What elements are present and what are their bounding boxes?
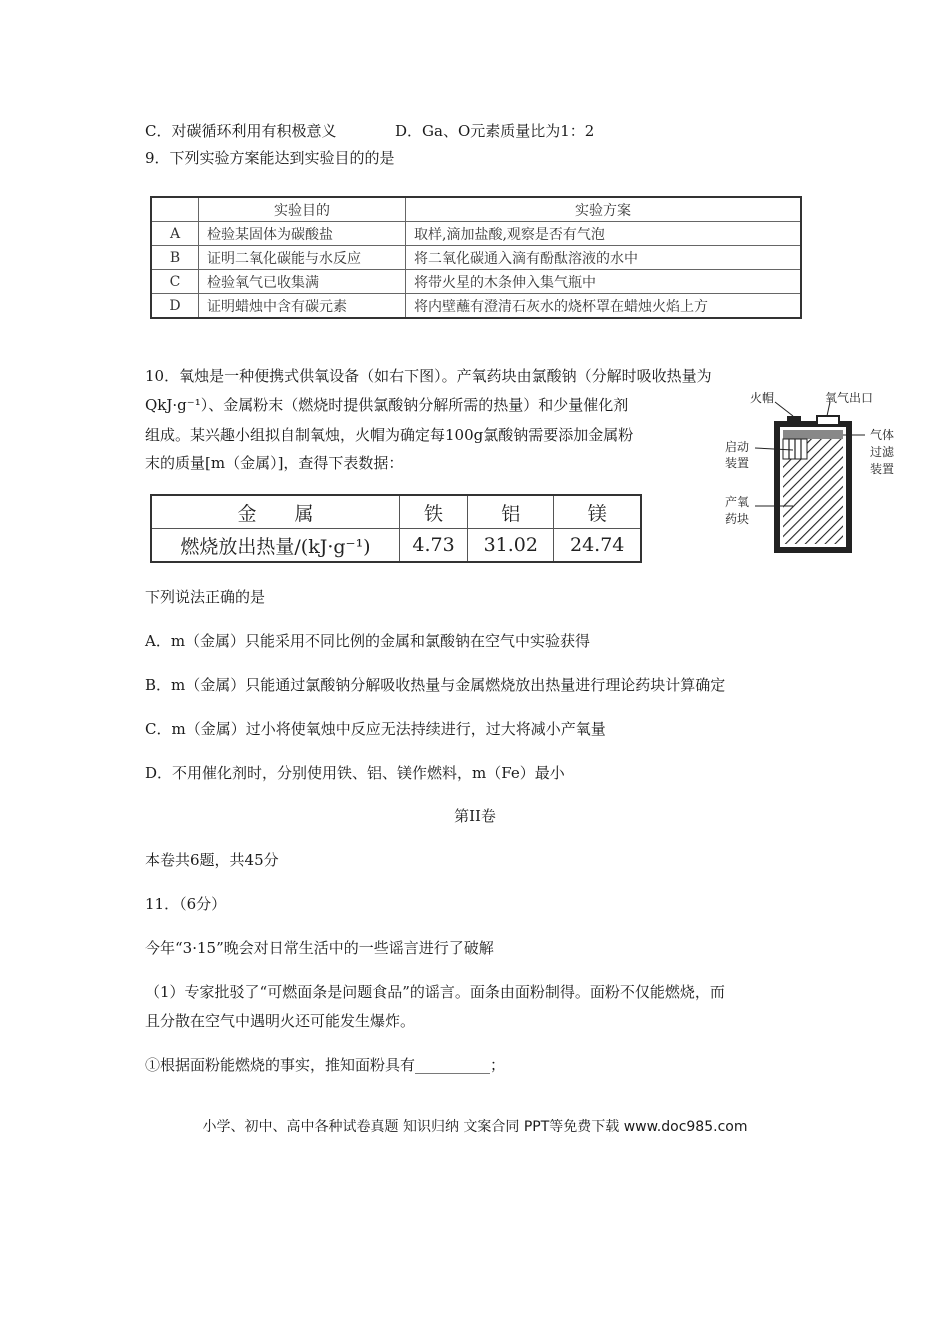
heat-mg: 24.74 [554,529,641,563]
row-plan: 取样,滴加盐酸,观察是否有气泡 [406,222,802,246]
q10-line2: QkJ·g⁻¹）、金属粉末（燃烧时提供氯酸钠分解所需的热量）和少量催化剂 [145,396,629,414]
q11-intro: 今年“3·15”晚会对日常生活中的一些谣言进行了破解 [145,939,494,957]
q10-option-d: D．不用催化剂时，分别使用铁、铝、镁作燃料，m（Fe）最小 [145,764,565,782]
metal-mg: 镁 [554,495,641,529]
q9-stem: 9．下列实验方案能达到实验目的的是 [145,149,395,167]
q10-metal-table [150,494,642,563]
q8-option-c: C．对碳循环利用有积极意义 [145,122,337,140]
row-goal: 证明二氧化碳能与水反应 [199,246,406,270]
row-goal: 证明蜡烛中含有碳元素 [199,294,406,319]
q10-line4: 末的质量[m（金属）]，查得下表数据： [145,454,404,472]
label-start-1: 启动 [725,440,750,454]
q11-p1b: 且分散在空气中遇明火还可能发生爆炸。 [145,1012,416,1030]
label-outlet: 氧气出口 [825,391,874,405]
q8-option-d: D．Ga、O元素质量比为1：2 [395,122,595,140]
table-row [151,495,641,529]
metal-al: 铝 [468,495,554,529]
heat-header: 燃烧放出热量/(kJ·g⁻¹) [151,529,400,563]
q10-line1: 10．氧烛是一种便携式供氧设备（如右下图）。产氧药块由氯酸钠（分解时吸收热量为 [145,367,712,385]
table-row [151,529,641,563]
q11-head: 11．（6分） [145,895,227,913]
row-plan: 将带火星的木条伸入集气瓶中 [406,270,802,294]
label-filter-2: 过滤 [870,445,895,459]
table-row [151,246,801,270]
footer-text: 小学、初中、高中各种试卷真题 知识归纳 文案合同 PPT等免费下载 www.doc985.com [202,1119,748,1135]
label-block-1: 产氧 [725,495,750,509]
heat-fe: 4.73 [400,529,468,563]
q10-option-c: C．m（金属）过小将使氧烛中反应无法持续进行，过大将减小产氧量 [145,720,606,738]
label-cap: 火帽 [750,391,775,405]
q11-p1a: （1）专家批驳了“可燃面条是问题食品”的谣言。面条由面粉制得。面粉不仅能燃烧，而 [145,983,725,1001]
table-row [151,294,801,319]
row-goal: 检验氧气已收集满 [199,270,406,294]
row-plan: 将内壁蘸有澄清石灰水的烧杯罩在蜡烛火焰上方 [406,294,802,319]
row-label: A [151,222,199,246]
table-row [151,270,801,294]
metal-fe: 铁 [400,495,468,529]
q9-table [150,196,802,319]
q10-option-b: B．m（金属）只能通过氯酸钠分解吸收热量与金属燃烧放出热量进行理论药块计算确定 [145,676,726,694]
part2-title: 第II卷 [454,807,496,825]
table-header-row [151,197,801,222]
heat-al: 31.02 [468,529,554,563]
row-goal: 检验某固体为碳酸盐 [199,222,406,246]
table-header-blank [151,197,199,222]
label-filter-3: 装置 [870,462,895,476]
table-header-plan: 实验方案 [406,197,802,222]
metal-header: 金 属 [151,495,400,529]
part2-intro: 本卷共6题，共45分 [145,851,279,869]
q10-line3: 组成。某兴趣小组拟自制氧烛，火帽为确定每100g氯酸钠需要添加金属粉 [145,426,634,444]
label-block-2: 药块 [725,512,750,526]
row-plan: 将二氧化碳通入滴有酚酞溶液的水中 [406,246,802,270]
label-start-2: 装置 [725,456,750,470]
row-label: B [151,246,199,270]
row-label: D [151,294,199,319]
table-header-goal: 实验目的 [199,197,406,222]
q11-p1c: ①根据面粉能燃烧的事实，推知面粉具有__________； [145,1056,506,1074]
oxygen-candle-diagram [715,386,905,561]
row-label: C [151,270,199,294]
table-row [151,222,801,246]
q10-ask: 下列说法正确的是 [145,588,266,606]
label-filter-1: 气体 [870,428,895,442]
q10-option-a: A．m（金属）只能采用不同比例的金属和氯酸钠在空气中实验获得 [145,632,591,650]
